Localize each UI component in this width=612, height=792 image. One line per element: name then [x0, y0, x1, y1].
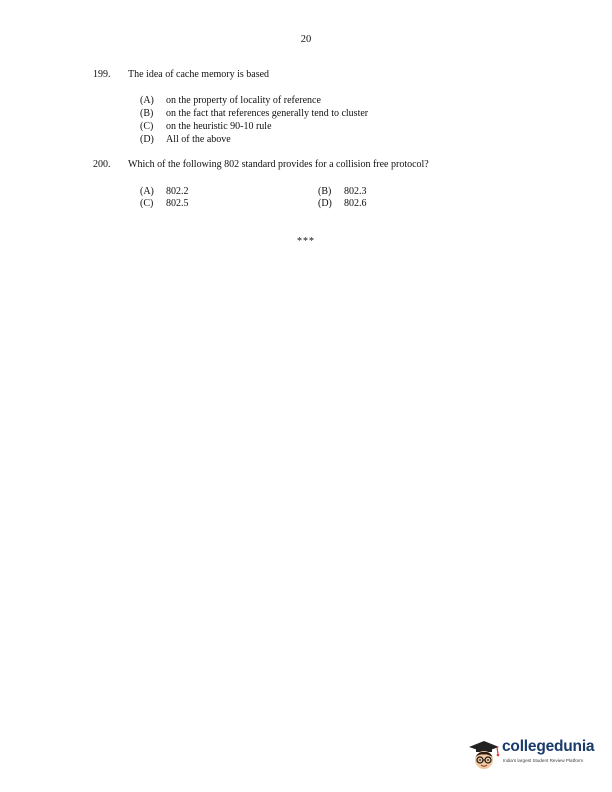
- option-a: [140, 186, 189, 197]
- question-text: Which of the following 802 standard provides for a collision free protocol?: [128, 159, 429, 170]
- option-label: (B): [140, 108, 154, 119]
- collegedunia-logo[interactable]: [466, 735, 606, 775]
- option-text: 802.2: [166, 186, 189, 197]
- option-label: (A): [140, 186, 154, 197]
- option-text: 802.6: [344, 198, 367, 209]
- option-c: [140, 121, 272, 132]
- option-text: on the heuristic 90-10 rule: [166, 121, 272, 132]
- logo-tagline: India's largest Student Review Platform: [503, 758, 584, 763]
- option-label: (A): [140, 95, 154, 106]
- option-label: (C): [140, 121, 154, 132]
- option-a: [140, 95, 321, 106]
- page-number: 20: [300, 34, 312, 45]
- logo-wordmark: collegedunia: [502, 738, 595, 755]
- option-text: 802.5: [166, 198, 189, 209]
- option-text: 802.3: [344, 186, 367, 197]
- option-c: [140, 198, 189, 209]
- option-label: (B): [318, 186, 332, 197]
- option-d: [140, 134, 231, 145]
- question-199: [93, 69, 533, 149]
- question-number: 199.: [93, 69, 111, 80]
- option-b: [318, 186, 367, 197]
- graduate-mascot-icon: [466, 737, 502, 773]
- question-number: 200.: [93, 159, 111, 170]
- question-text: The idea of cache memory is based: [128, 69, 270, 80]
- question-200: [93, 159, 533, 211]
- option-b: [140, 108, 368, 119]
- option-label: (D): [318, 198, 332, 209]
- option-text: All of the above: [166, 134, 231, 145]
- option-d: [318, 198, 367, 209]
- option-label: (C): [140, 198, 154, 209]
- option-label: (D): [140, 134, 154, 145]
- option-text: on the fact that references generally tend to cluster: [166, 108, 369, 119]
- end-of-paper-mark: ***: [297, 236, 315, 247]
- option-text: on the property of locality of reference: [166, 95, 321, 106]
